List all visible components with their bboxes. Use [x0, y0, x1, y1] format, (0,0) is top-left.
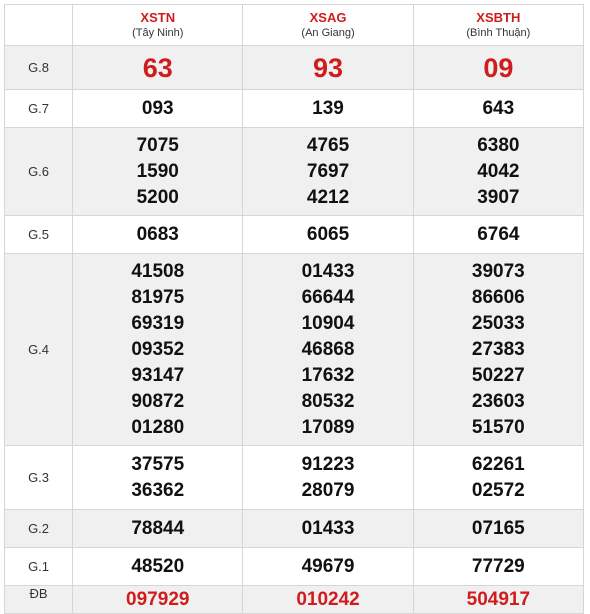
winning-number: 139: [312, 97, 344, 119]
winning-number: 46868: [301, 338, 355, 360]
prize-cell: [413, 90, 583, 128]
prize-cell: [413, 510, 583, 548]
prize-row-g2: [5, 510, 584, 548]
winning-number: 7697: [306, 160, 350, 182]
winning-number: 10904: [301, 312, 355, 334]
province-name: (An Giang): [301, 27, 355, 39]
prize-cell: [413, 216, 583, 254]
prize-cell: [73, 90, 243, 128]
winning-number: 093: [141, 97, 174, 119]
prize-cell: [243, 586, 413, 614]
winning-number: 17089: [301, 416, 355, 438]
prize-cell: [73, 254, 243, 446]
winning-number: 5200: [136, 186, 179, 208]
winning-number: 62261: [471, 453, 525, 475]
winning-number: 81975: [131, 286, 185, 308]
prize-cell: [413, 446, 583, 510]
winning-number: 097929: [126, 589, 190, 610]
prize-cell: [243, 90, 413, 128]
province-name: (Tây Ninh): [132, 27, 184, 39]
winning-number: 90872: [131, 390, 185, 412]
prize-cell: [243, 510, 413, 548]
prize-label: G.7: [5, 90, 73, 128]
prize-cell: [73, 548, 243, 586]
winning-number: 01280: [131, 416, 185, 438]
prize-cell: [243, 446, 413, 510]
province-code[interactable]: XSTN: [140, 10, 176, 25]
winning-number: 93: [313, 52, 344, 83]
prize-cell: [243, 128, 413, 216]
winning-number: 643: [482, 97, 515, 119]
winning-number: 4212: [306, 186, 350, 208]
province-name: (Bình Thuận): [466, 27, 531, 39]
prize-row-special: [5, 586, 584, 614]
winning-number: 09352: [131, 338, 185, 360]
prize-cell: [413, 586, 583, 614]
prize-label: G.4: [5, 254, 73, 446]
winning-number: 66644: [301, 286, 355, 308]
winning-number: 63: [142, 52, 173, 83]
prize-cell: [73, 128, 243, 216]
province-code[interactable]: XSAG: [309, 10, 347, 25]
province-header-ag[interactable]: [243, 5, 413, 46]
province-header-tn[interactable]: [73, 5, 243, 46]
winning-number: 6764: [477, 223, 520, 245]
winning-number: 7075: [136, 134, 179, 156]
header-blank-cell: [5, 5, 73, 46]
province-code[interactable]: XSBTH: [476, 10, 521, 25]
prize-label: ĐB: [5, 586, 73, 614]
prize-label: G.2: [5, 510, 73, 548]
winning-number: 02572: [471, 479, 525, 501]
winning-number: 80532: [301, 390, 355, 412]
winning-number: 25033: [471, 312, 525, 334]
winning-number: 36362: [131, 479, 185, 501]
winning-number: 6380: [477, 134, 520, 156]
prize-label: G.3: [5, 446, 73, 510]
winning-number: 01433: [301, 260, 355, 282]
prize-cell: [413, 254, 583, 446]
winning-number: 23603: [471, 390, 525, 412]
prize-row-g4: [5, 254, 584, 446]
winning-number: 49679: [301, 555, 355, 577]
prize-row-g3: [5, 446, 584, 510]
prize-cell: [73, 586, 243, 614]
winning-number: 48520: [131, 555, 185, 577]
winning-number: 27383: [471, 338, 525, 360]
prize-cell: [243, 254, 413, 446]
prize-label: G.5: [5, 216, 73, 254]
prize-row-g6: [5, 128, 584, 216]
winning-number: 0683: [136, 223, 179, 245]
province-header-bth[interactable]: [413, 5, 583, 46]
prize-cell: [73, 446, 243, 510]
prize-row-g5: [5, 216, 584, 254]
prize-row-g8: [5, 46, 584, 90]
winning-number: 09: [483, 52, 514, 83]
prize-cell: [73, 216, 243, 254]
winning-number: 78844: [131, 517, 185, 539]
winning-number: 4765: [306, 134, 350, 156]
winning-number: 86606: [471, 286, 525, 308]
prize-cell: [413, 46, 583, 90]
winning-number: 01433: [301, 517, 355, 539]
winning-number: 3907: [477, 186, 520, 208]
winning-number: 010242: [296, 589, 360, 610]
prize-label: G.8: [5, 46, 73, 90]
winning-number: 37575: [131, 453, 185, 475]
prize-cell: [73, 46, 243, 90]
winning-number: 91223: [301, 453, 355, 475]
prize-cell: [243, 548, 413, 586]
prize-cell: [243, 216, 413, 254]
winning-number: 07165: [471, 517, 525, 539]
prize-cell: [413, 128, 583, 216]
prize-cell: [413, 548, 583, 586]
prize-row-g1: [5, 548, 584, 586]
winning-number: 69319: [131, 312, 185, 334]
winning-number: 6065: [306, 223, 350, 245]
winning-number: 77729: [471, 555, 525, 577]
winning-number: 504917: [466, 589, 531, 610]
winning-number: 4042: [477, 160, 520, 182]
winning-number: 50227: [471, 364, 525, 386]
prize-cell: [73, 510, 243, 548]
lottery-results-table: [4, 4, 584, 614]
winning-number: 39073: [471, 260, 525, 282]
winning-number: 17632: [301, 364, 355, 386]
prize-label: G.1: [5, 548, 73, 586]
prize-cell: [243, 46, 413, 90]
winning-number: 1590: [136, 160, 179, 182]
winning-number: 28079: [301, 479, 355, 501]
header-row: [5, 5, 584, 46]
prize-row-g7: [5, 90, 584, 128]
prize-label: G.6: [5, 128, 73, 216]
winning-number: 93147: [131, 364, 185, 386]
winning-number: 41508: [131, 260, 185, 282]
winning-number: 51570: [471, 416, 525, 438]
